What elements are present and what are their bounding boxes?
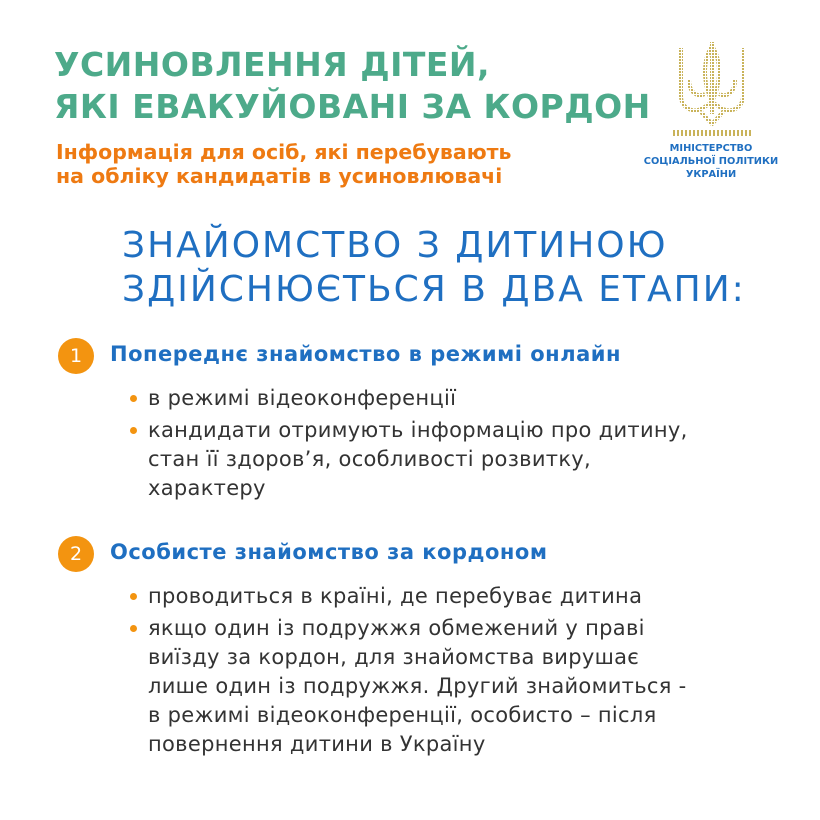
bullet-line: в режимі відеоконференції bbox=[148, 386, 457, 410]
bullet-line: проводиться в країні, де перебуває дитина bbox=[148, 584, 643, 608]
bullet-line: повернення дитини в Україну bbox=[148, 732, 486, 756]
heading-line: ЗДІЙСНЮЄТЬСЯ В ДВА ЕТАПИ: bbox=[122, 269, 746, 310]
bullet-item bbox=[130, 384, 688, 413]
heading-line: ЗНАЙОМСТВО З ДИТИНОЮ bbox=[122, 225, 668, 266]
bullet-dot-icon bbox=[130, 395, 137, 402]
logo-line: УКРАЇНИ bbox=[685, 169, 737, 180]
bullet-line: лише один із подружжя. Другий знайомиться - bbox=[148, 674, 687, 698]
logo-dotted-divider bbox=[673, 130, 751, 136]
subtitle-line: на обліку кандидатів в усиновлювачі bbox=[56, 164, 503, 188]
title-line: УСИНОВЛЕННЯ ДІТЕЙ, bbox=[54, 45, 491, 84]
bullet-line: виїзду за кордон, для знайомства вирушає bbox=[148, 645, 640, 669]
ministry-logo bbox=[636, 38, 786, 198]
page-subtitle bbox=[56, 140, 512, 188]
subtitle-line: Інформація для осіб, які перебувають bbox=[56, 140, 512, 164]
logo-line: МІНІСТЕРСТВО bbox=[669, 143, 753, 154]
bullet-line: в режимі відеоконференції, особисто – після bbox=[148, 703, 657, 727]
step-number-badge: 2 bbox=[58, 536, 94, 572]
bullet-line: характеру bbox=[148, 476, 266, 500]
logo-line: СОЦІАЛЬНОЇ ПОЛІТИКИ bbox=[643, 156, 779, 167]
bullet-item bbox=[130, 582, 687, 611]
bullet-dot-icon bbox=[130, 625, 137, 632]
step-title: Особисте знайомство за кордоном bbox=[110, 540, 548, 564]
page-title bbox=[54, 44, 651, 128]
logo-text bbox=[636, 142, 786, 181]
section-heading bbox=[122, 224, 746, 312]
bullet-item bbox=[130, 614, 687, 759]
step-bullet-list bbox=[130, 384, 688, 506]
bullet-line: стан її здоров’я, особливості розвитку, bbox=[148, 447, 592, 471]
bullet-dot-icon bbox=[130, 427, 137, 434]
step-title: Попереднє знайомство в режимі онлайн bbox=[110, 342, 621, 366]
bullet-line: якщо один із подружжя обмежений у праві bbox=[148, 616, 645, 640]
bullet-line: кандидати отримують інформацію про дитину, bbox=[148, 418, 688, 442]
step-bullet-list bbox=[130, 582, 687, 762]
bullet-dot-icon bbox=[130, 593, 137, 600]
step-number-badge: 1 bbox=[58, 338, 94, 374]
title-line: ЯКІ ЕВАКУЙОВАНІ ЗА КОРДОН bbox=[54, 87, 651, 126]
trident-icon bbox=[673, 38, 751, 132]
bullet-item bbox=[130, 416, 688, 503]
